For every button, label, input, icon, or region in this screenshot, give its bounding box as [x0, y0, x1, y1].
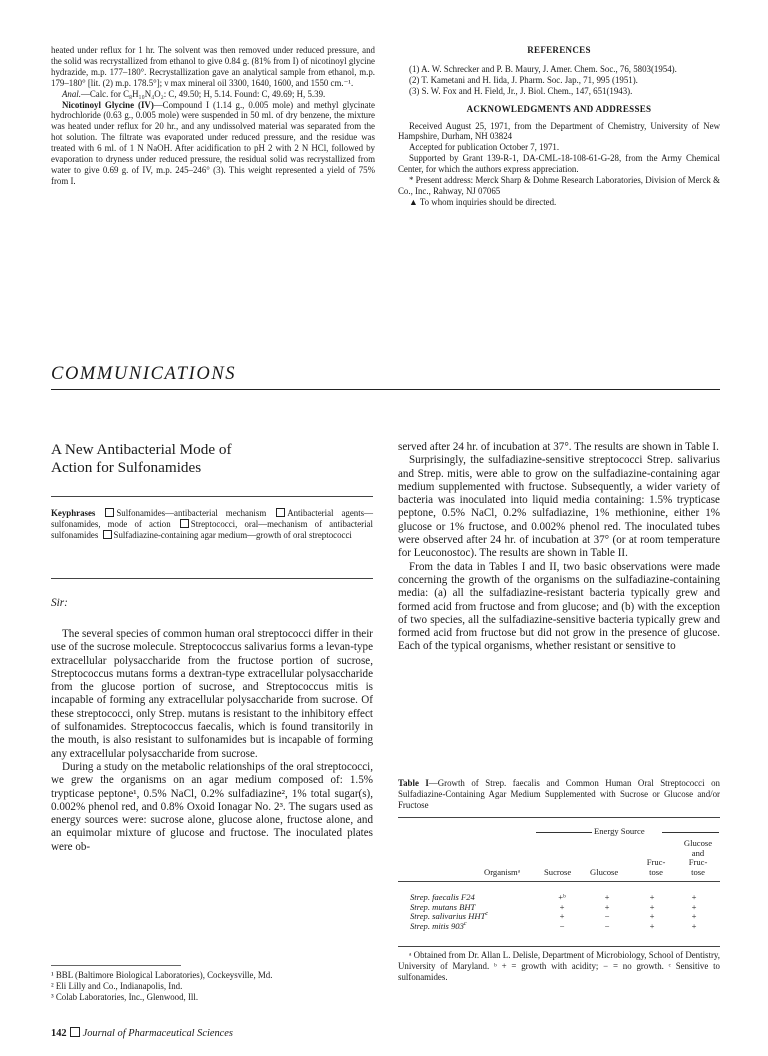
footnote: ² Eli Lilly and Co., Indianapolis, Ind. [51, 980, 183, 991]
body-paragraph: Surprisingly, the sulfadiazine-sensitive streptococci Strep. salivarius and Strep. mitis, were able to grow on the sulfadiazine-containing agar medium supplemented with fructose. Subsequently, a wider variety of bacteria was inoculated into liquid media containing: 1.5% trypticase peptone, 0.5% NaCl, 0.2% sulfadiazine, 1% methionine, either 1% glucose or 1% fructose, and 0.002% phenol red. The inoculated tubes were observed after 24 hr. of incubation at 37° (or at room temperature for Leuconostoc). The results are shown in Table II. [398, 454, 720, 560]
keyphrases-rule-top [51, 496, 373, 497]
keyphrase: Antibacterial agents—sulfonamides, mode of action [51, 508, 374, 529]
table-rule-mid [398, 881, 720, 882]
top-right-column [398, 45, 720, 208]
table-body [410, 893, 716, 931]
header-line [662, 832, 719, 833]
page-footer [51, 1023, 233, 1041]
col-header-organism: Organismᵃ [484, 867, 521, 877]
organism-cell: Strep. faecalis F24 [410, 892, 475, 902]
organism-cell: Strep. mitis 903$^c$ [410, 920, 467, 931]
keyphrases-block [51, 508, 373, 541]
table-label: Table I [398, 778, 429, 788]
ack-item: Accepted for publication October 7, 1971. [409, 142, 560, 153]
keyphrase: Streptococci, oral—mechanism of antibacterial sulfonamides [51, 518, 373, 540]
page-number: 142 [51, 1028, 67, 1039]
energy-source-label: Energy Source [594, 826, 645, 836]
article-title-line: Action for Sulfonamides [51, 459, 202, 477]
body-paragraph: During a study on the metabolic relationships of the oral streptococci, we grew the organisms on an agar medium composed of: 1.5% trypticase peptone¹, 0.5% NaCl, 0.2% sulfadiazine², 1% total sugar(s), 0.002% phenol red, and 0.8% Oxoid Ionagar No. 2³. The sugars used as energy sources were: sucrose alone, glucose alone, fructose alone, and an equimolar mixture of glucose and fructose. The inoculated plates were ob- [51, 760, 373, 853]
reference-item: (3) S. W. Fox and H. Field, Jr., J. Biol. Chem., 147, 651(1943). [409, 85, 633, 96]
ack-item: * Present address: Merck Sharp & Dohme Research Laboratories, Division of Merck & Co., Inc., Rahway, NJ 07065 [398, 175, 720, 196]
analysis-paragraph [51, 89, 375, 100]
checkbox-glyph [103, 530, 112, 539]
ack-item: Received August 25, 1971, from the Department of Chemistry, University of New Hampshire, Durham, NH 03824 [398, 120, 720, 142]
body-paragraph: From the data in Tables I and II, two basic observations were made concerning the growth of the organisms on the sulfadiazine-containing media: (a) all the sulfadiazine-resistant bacteria typically grew and formed acid from fructose and from glucose; and (b) with the exception of two species, all the sulfadiazine-sensitive bacteria typically grew and formed acid from fructose but did not grow in the presence of glucose. Each of the typical organisms, whether resistant or sensitive to [398, 560, 720, 653]
footnote-rule [51, 965, 181, 966]
glucose-cell: + [604, 892, 610, 902]
energy-source-header [536, 827, 719, 837]
table-footnote: ᵃ Obtained from Dr. Allan L. Delisle, Department of Microbiology, School of Dentistry, University of Maryland. ᵇ + = growth with acidity; − = no growth. ᶜ Sensitive to sulfonamides. [398, 950, 720, 982]
col-header-glucose-fructose: Glucose and Fruc- tose [683, 838, 713, 877]
fructose-cell: + [649, 920, 655, 931]
journal-name: Journal of Pharmaceutical Sciences [82, 1028, 233, 1039]
footnote: ³ Colab Laboratories, Inc., Glenwood, Ill. [51, 991, 199, 1002]
sucrose-cell: − [559, 920, 565, 931]
glucose-cell: − [604, 911, 610, 922]
ack-item: ▲ To whom inquiries should be directed. [409, 196, 557, 207]
data-table [410, 893, 716, 931]
reference-item: (1) A. W. Schrecker and P. B. Maury, J. Amer. Chem. Soc., 76, 5803(1954). [409, 63, 677, 74]
col-header-glucose: Glucose [590, 867, 619, 877]
box-glyph [70, 1027, 80, 1037]
checkbox-glyph [105, 508, 114, 517]
section-title: COMMUNICATIONS [51, 364, 237, 384]
checkbox-glyph [276, 508, 285, 517]
table-caption [398, 778, 720, 811]
fructose-cell: + [649, 911, 655, 922]
glucose-fructose-cell: + [691, 901, 697, 912]
body-paragraph: served after 24 hr. of incubation at 37°. The results are shown in Table I. [398, 441, 719, 453]
paragraph [51, 100, 375, 187]
col-header-fructose: Fruc- tose [646, 857, 666, 877]
body-paragraph: The several species of common human oral streptococci differ in their use of the sucrose molecule. Streptococcus salivarius forms a levan-type extracellular polysaccharide from the fructose portion of sucrose, Streptococcus mutans forms a dextran-type extracellular polysaccharide from the glucose portion of sucrose, and Streptococcus mitis is incapable of forming any extracellular polysaccharide from sucrose. Of these streptococci, only Strep. mutans is resistant to the inhibitory effect of sulfonamides. Streptococcus faecalis, which is found transitorily in the mouth, is also resistant to sulfonamides but is incapable of forming any extracellular polysaccharide from sucrose. [51, 628, 373, 760]
table-row [410, 922, 716, 932]
table-caption-text: —Growth of Strep. faecalis and Common Human Oral Streptococci on Sulfadiazine-Containing Agar Medium Supplemented with Sucrose or Glucose and/or Fructose [398, 778, 720, 810]
left-body [51, 628, 373, 854]
glucose-fructose-cell: + [691, 911, 697, 922]
table-rule-bottom [398, 946, 720, 947]
article-title [51, 441, 371, 478]
compound-label: Nicotinoyl Glycine (IV) [62, 99, 154, 110]
references-heading: REFERENCES [527, 45, 591, 55]
paragraph: heated under reflux for 1 hr. The solvent was then removed under reduced pressure, and the solid was recrystallized from ethanol to give 0.84 g. (81% from I) of nicotinoyl glycine hydrazide, m.p. 177–180°. Recrystallization gave an analytical sample from ethanol, m.p. 179–180° [lit. (2) m.p. 178.5°]; ν max mineral oil 3300, 1640, 1600, and 1550 cm.⁻¹. [51, 45, 375, 88]
glucose-fructose-cell: + [691, 920, 697, 931]
keyphrases-text [51, 508, 373, 541]
sucrose-cell: +ᵇ [558, 892, 566, 902]
keyphrases-label: Keyphrases [51, 508, 96, 518]
sucrose-cell: + [559, 901, 565, 912]
footnote: ¹ BBL (Baltimore Biological Laboratories), Cockeysville, Md. [51, 970, 273, 980]
sucrose-cell: + [559, 911, 565, 922]
checkbox-glyph [180, 519, 189, 528]
anal-label: Anal. [62, 88, 81, 99]
keyphrase: Sulfadiazine-containing agar medium—growth of oral streptococci [113, 529, 352, 540]
table-rule-top [398, 817, 720, 818]
ack-item: Supported by Grant 139-R-1, DA-CML-18-108-61-G-28, from the Army Chemical Center, for which the authors express appreciation. [398, 153, 720, 175]
glucose-cell: − [604, 920, 610, 931]
fructose-cell: + [649, 901, 655, 912]
anal-text: —Calc. for C₈H₁₀N₄O₂: C, 49.50; H, 5.14. Found: C, 49.69; H, 5.39. [80, 88, 326, 99]
keyphrase: Sulfonamides—antibacterial mechanism [116, 508, 267, 518]
right-body [398, 441, 720, 654]
section-rule [51, 389, 720, 390]
reference-item: (2) T. Kametani and H. Iida, J. Pharm. Soc. Jap., 71, 995 (1951). [409, 74, 638, 85]
glucose-cell: + [604, 901, 610, 912]
compound-text: —Compound I (1.14 g., 0.005 mole) and methyl glycinate hydrochloride (0.63 g., 0.005 mole) were suspended in 50 ml. of dry benzene, the mixture was heated under reflux for 20 hr., and any undissolved material was separated from the hot solution. The filtrate was evaporated under reduced pressure, and the residue was treated with 6 ml. of 1 N NaOH. After acidification to pH 2 with 2 N HCl, followed by evaporation to dryness under reduced pressure, the residual solid was recrystallized from water to give 0.69 g. of IV, m.p. 245–246° (3). This weight represented a yield of 75% from I. [51, 99, 375, 186]
glucose-fructose-cell: + [691, 892, 697, 902]
salutation: Sir: [51, 597, 68, 609]
acknowledgments-heading: ACKNOWLEDGMENTS AND ADDRESSES [466, 103, 652, 114]
footnotes [51, 970, 373, 1003]
organism-cell: Strep. mutans BHT [410, 901, 476, 912]
top-left-column [51, 45, 375, 187]
article-title-line: A New Antibacterial Mode of [51, 441, 232, 458]
header-line [536, 832, 592, 833]
keyphrases-rule-bottom [51, 578, 373, 579]
fructose-cell: + [649, 892, 655, 902]
organism-cell: Strep. salivarius HHT$^c$ [410, 911, 489, 922]
col-header-sucrose: Sucrose [544, 867, 572, 877]
